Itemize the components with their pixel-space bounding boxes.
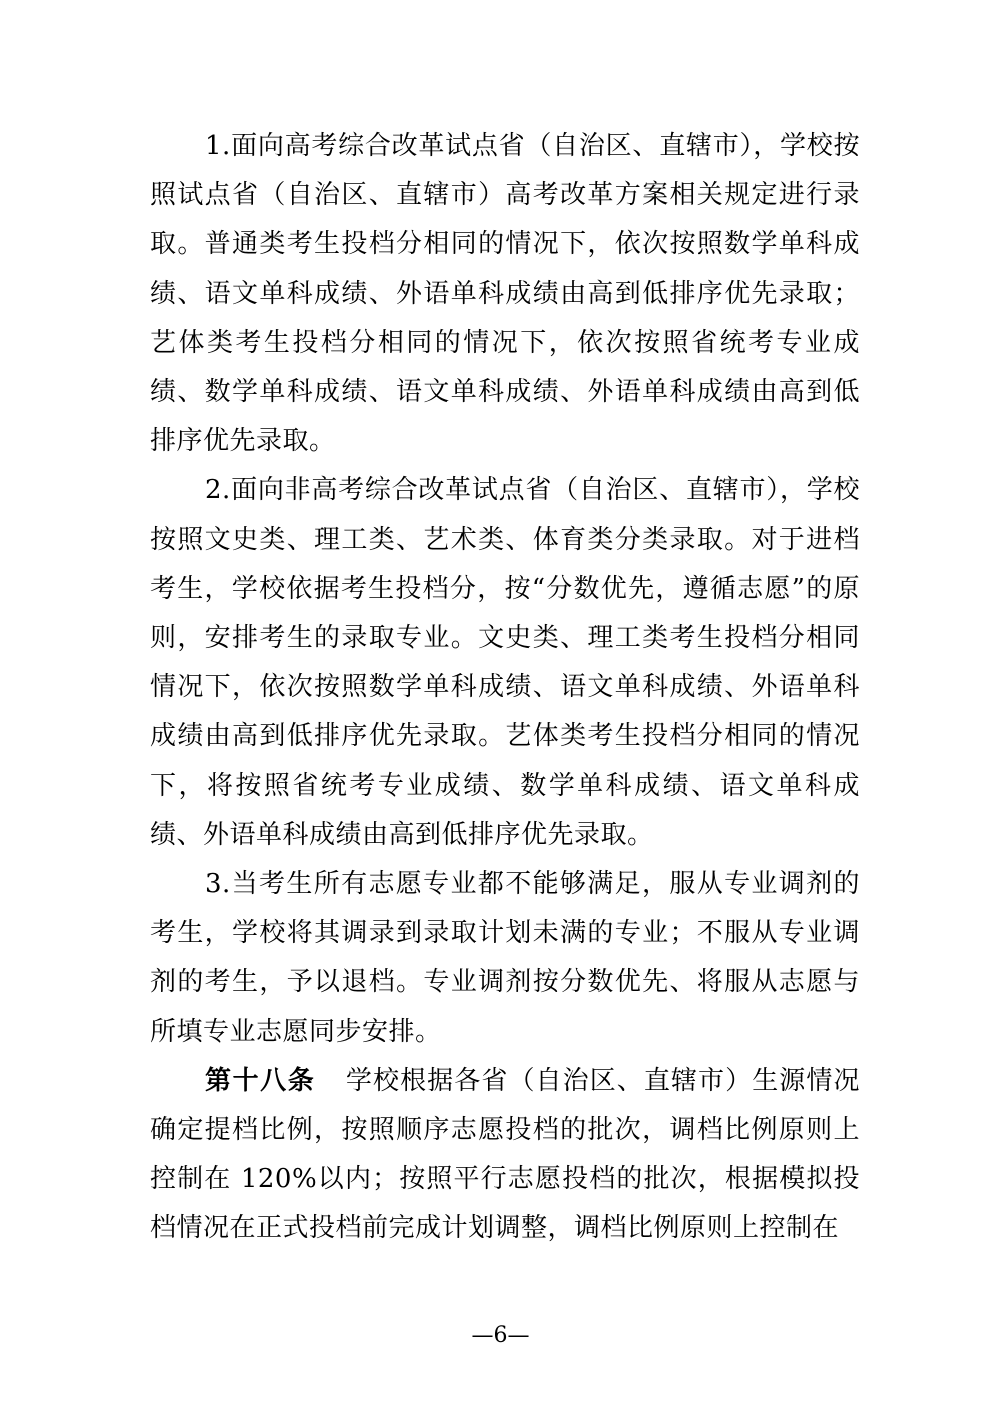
paragraph-1: [150, 122, 860, 466]
paragraph-3-text: 3.当考生所有志愿专业都不能够满足，服从专业调剂的考生，学校将其调录到录取计划未满的专业；不服从专业调剂的考生，予以退档。专业调剂按分数优先、将服从志愿与所填专业志愿同步安排。: [150, 869, 860, 1047]
article-18-paragraph: [150, 1057, 860, 1254]
page-number: —6—: [471, 1323, 530, 1348]
article-18-text: 学校根据各省（自治区、直辖市）生源情况确定提档比例，按照顺序志愿投档的批次，调档比例原则上控制在 120%以内；按照平行志愿投档的批次，根据模拟投档情况在正式投档前完成计划调整，调档比例原则上控制在: [150, 1065, 860, 1244]
article-18-heading: 第十八条: [205, 1065, 316, 1096]
paragraph-1-text: 1.面向高考综合改革试点省（自治区、直辖市），学校按照试点省（自治区、直辖市）高考改革方案相关规定进行录取。普通类考生投档分相同的情况下，依次按照数学单科成绩、语文单科成绩、外语单科成绩由高到低排序优先录取；艺体类考生投档分相同的情况下，依次按照省统考专业成绩、数学单科成绩、语文单科成绩、外语单科成绩由高到低排序优先录取。: [150, 131, 860, 457]
paragraph-3: [150, 860, 860, 1057]
paragraph-2-text: 2.面向非高考综合改革试点省（自治区、直辖市），学校按照文史类、理工类、艺术类、体育类分类录取。对于进档考生，学校依据考生投档分，按“分数优先，遵循志愿”的原则，安排考生的录取专业。文史类、理工类考生投档分相同情况下，依次按照数学单科成绩、语文单科成绩、外语单科成绩由高到低排序优先录取。艺体类考生投档分相同的情况下，将按照省统考专业成绩、数学单科成绩、语文单科成绩、外语单科成绩由高到低排序优先录取。: [150, 475, 860, 850]
paragraph-2: [150, 466, 860, 860]
document-body: [150, 122, 860, 1254]
